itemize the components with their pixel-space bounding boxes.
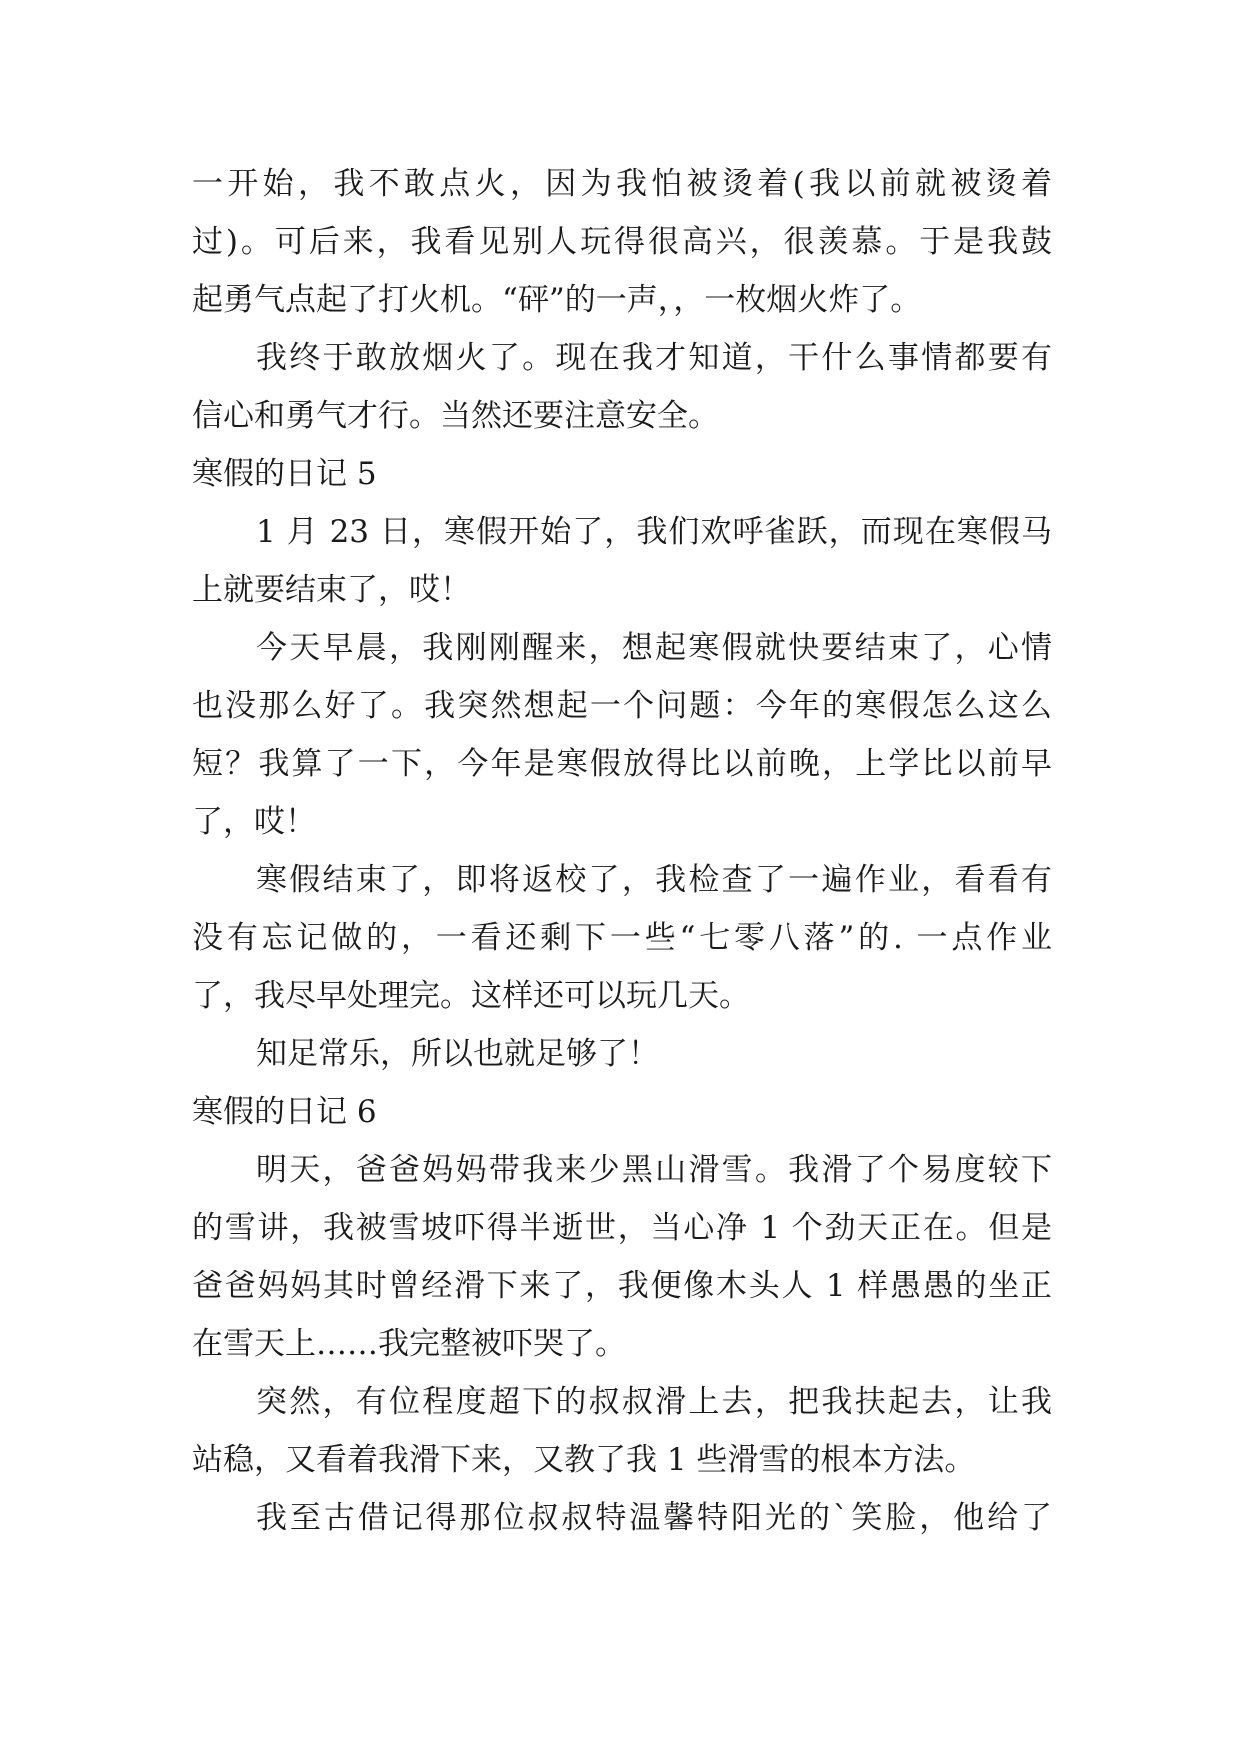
- text-line: 的雪讲，我被雪坡吓得半逝世，当心净 1 个劲天正在。但是: [192, 1210, 1052, 1246]
- text-line: 站稳，又看着我滑下来，又教了我 1 些滑雪的根本方法。: [192, 1442, 976, 1478]
- paragraph-first-line: 突然，有位程度超下的叔叔滑上去，把我扶起去，让我: [256, 1384, 1052, 1420]
- paragraph-first-line: 明天，爸爸妈妈带我来少黑山滑雪。我滑了个易度较下: [256, 1152, 1052, 1188]
- text-line: 一开始，我不敢点火，因为我怕被烫着(我以前就被烫着: [192, 166, 1052, 202]
- text-line: 起勇气点起了打火机。“砰”的一声，，一枚烟火炸了。: [192, 282, 922, 318]
- text-line: 也没那么好了。我突然想起一个问题：今年的寒假怎么这么: [192, 688, 1052, 724]
- paragraph-first-line: 今天早晨，我刚刚醒来，想起寒假就快要结束了，心情: [256, 630, 1052, 666]
- text-line: 爸爸妈妈其时曾经滑下来了，我便像木头人 1 样愚愚的坐正: [192, 1268, 1052, 1304]
- text-line: 信心和勇气才行。当然还要注意安全。: [192, 398, 719, 434]
- text-line: 了，我尽早处理完。这样还可以玩几天。: [192, 978, 750, 1014]
- text-line: 在雪天上……我完整被吓哭了。: [192, 1326, 626, 1362]
- paragraph-first-line: 我终于敢放烟火了。现在我才知道，干什么事情都要有: [256, 340, 1052, 376]
- paragraph-first-line: 我至古借记得那位叔叔特温馨特阳光的`笑脸，他给了: [256, 1500, 1052, 1536]
- text-line: 了，哎！: [192, 804, 316, 840]
- text-line: 上就要结束了，哎！: [192, 572, 471, 608]
- section-heading: 寒假的日记 6: [192, 1094, 377, 1130]
- text-line: 没有忘记做的，一看还剩下一些“七零八落”的. 一点作业: [192, 920, 1052, 956]
- paragraph-first-line: 知足常乐，所以也就足够了！: [256, 1036, 659, 1072]
- text-line: 过)。可后来，我看见别人玩得很高兴，很羡慕。于是我鼓: [192, 224, 1052, 260]
- section-heading: 寒假的日记 5: [192, 456, 377, 492]
- paragraph-first-line: 寒假结束了，即将返校了，我检查了一遍作业，看看有: [256, 862, 1052, 898]
- paragraph-first-line: 1 月 23 日，寒假开始了，我们欢呼雀跃，而现在寒假马: [256, 514, 1052, 550]
- text-line: 短？我算了一下，今年是寒假放得比以前晚，上学比以前早: [192, 746, 1052, 782]
